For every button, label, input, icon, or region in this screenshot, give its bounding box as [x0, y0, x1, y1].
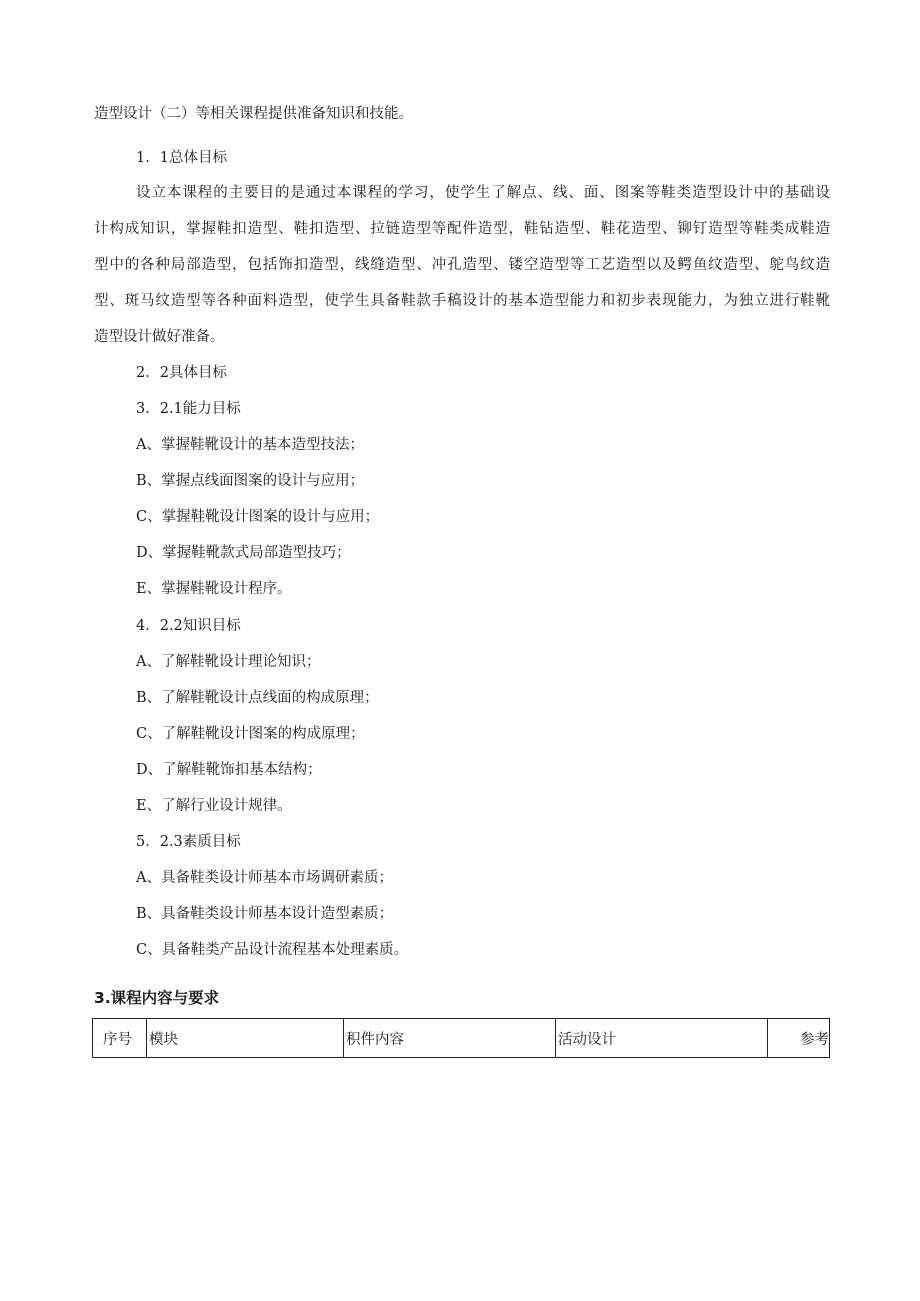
list-item: A、具备鞋类设计师基本市场调研素质；	[136, 870, 393, 886]
table-header-cell: 序号	[93, 1019, 147, 1058]
table-header-cell: 积件内容	[344, 1019, 556, 1058]
paragraph-overall-goal-line: 计构成知识，掌握鞋扣造型、鞋扣造型、拉链造型等配件造型，鞋钻造型、鞋花造型、铆钉造型等鞋类成鞋造	[94, 221, 830, 237]
paragraph-intro-continuation: 造型设计（二）等相关课程提供准备知识和技能。	[94, 106, 413, 122]
list-item: A、了解鞋靴设计理论知识；	[136, 654, 321, 670]
course-content-table	[92, 1018, 830, 1058]
paragraph-overall-goal-line: 设立本课程的主要目的是通过本课程的学习，使学生了解点、线、面、图案等鞋类造型设计中的基础设	[136, 185, 830, 201]
table-header-cell: 模块	[147, 1019, 344, 1058]
list-item: B、掌握点线面图案的设计与应用；	[136, 473, 365, 489]
paragraph-overall-goal-line: 型中的各种局部造型，包括饰扣造型，线缝造型、冲孔造型、镂空造型等工艺造型以及鳄鱼纹造型、鸵鸟纹造	[94, 257, 830, 273]
paragraph-overall-goal-line: 型、斑马纹造型等各种面料造型，使学生具备鞋款手稿设计的基本造型能力和初步表现能力，为独立进行鞋靴	[94, 293, 830, 309]
heading-quality-goals: 5．2.3素质目标	[136, 834, 241, 850]
section-heading-course-content: 3.课程内容与要求	[94, 989, 220, 1007]
list-item: B、了解鞋靴设计点线面的构成原理；	[136, 690, 379, 706]
table-header-row	[93, 1019, 830, 1058]
list-item: C、掌握鞋靴设计图案的设计与应用；	[136, 509, 380, 525]
list-item: E、掌握鞋靴设计程序。	[136, 581, 292, 597]
list-item: D、掌握鞋靴款式局部造型技巧；	[136, 545, 351, 561]
paragraph-overall-goal-line: 造型设计做好准备。	[94, 329, 225, 345]
table-header-cell: 活动设计	[556, 1019, 768, 1058]
heading-specific-goals: 2．2具体目标	[136, 365, 227, 381]
list-item: C、了解鞋靴设计图案的构成原理；	[136, 726, 365, 742]
list-item: E、了解行业设计规律。	[136, 798, 292, 814]
list-item: D、了解鞋靴饰扣基本结构；	[136, 762, 322, 778]
list-item: A、掌握鞋靴设计的基本造型技法；	[136, 437, 364, 453]
heading-ability-goals: 3．2.1能力目标	[136, 401, 241, 417]
list-item: B、具备鞋类设计师基本设计造型素质；	[136, 906, 394, 922]
table-header-cell: 参考	[768, 1019, 830, 1058]
heading-knowledge-goals: 4．2.2知识目标	[136, 618, 241, 634]
list-item: C、具备鞋类产品设计流程基本处理素质。	[136, 942, 409, 958]
heading-overall-goal: 1．1总体目标	[136, 150, 227, 166]
